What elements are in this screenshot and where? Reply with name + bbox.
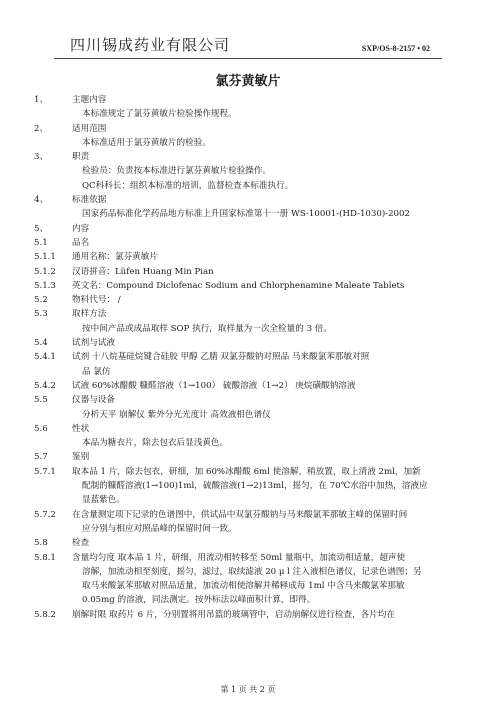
section-number: 5.8 xyxy=(34,538,48,549)
document-line xyxy=(34,608,474,622)
section-text: 仪器与设备 xyxy=(72,395,115,406)
document-line xyxy=(34,379,474,393)
section-number: 5.3 xyxy=(34,309,48,320)
document-line xyxy=(34,393,474,407)
document-line xyxy=(34,551,474,565)
document-line xyxy=(34,422,474,436)
section-text: 试剂 十八烷基硅烷键合硅胶 甲醇 乙腈 双氯芬酸钠对照品 马来酸氯苯那敏对照 xyxy=(72,352,370,363)
section-text: 含量均匀度 取本品 1 片，研细，用流动相转移至 50ml 量瓶中，加流动相适量，超声使 xyxy=(72,552,406,563)
document-body xyxy=(34,93,474,622)
section-number: 5.7.1 xyxy=(34,466,56,477)
document-line xyxy=(34,565,474,579)
section-text: 本品为糖衣片，除去包衣后显浅黄色。 xyxy=(82,438,229,449)
document-line xyxy=(34,336,474,350)
document-line xyxy=(34,193,474,207)
section-text: 试剂与试液 xyxy=(72,338,115,349)
section-number: 5.6 xyxy=(34,423,48,434)
document-line xyxy=(34,350,474,364)
section-number: 2、 xyxy=(34,123,49,134)
section-number: 5.8.2 xyxy=(34,609,56,620)
section-number: 5.1.2 xyxy=(34,266,56,277)
section-number: 5.5 xyxy=(34,395,48,406)
section-number: 5.4.2 xyxy=(34,380,56,391)
document-line xyxy=(34,136,474,150)
document-line xyxy=(34,593,474,607)
document-line xyxy=(34,479,474,493)
document-line xyxy=(34,536,474,550)
document-line xyxy=(34,508,474,522)
company-name: 四川锡成药业有限公司 xyxy=(70,36,231,54)
document-line xyxy=(34,322,474,336)
section-text: 内容 xyxy=(72,223,90,234)
section-text: 性状 xyxy=(72,423,90,434)
section-text: 分析天平 崩解仪 紫外分光光度计 高效液相色谱仪 xyxy=(82,409,271,420)
document-line xyxy=(34,408,474,422)
section-text: 在含量测定项下记录的色谱图中，供试品中双氯芬酸钠与马来酸氯苯那敏主峰的保留时间 xyxy=(72,509,408,520)
document-line xyxy=(34,236,474,250)
section-text: 取本品 1 片，除去包衣，研细，加 60%冰醋酸 6ml 使溶解，稍放置，取上清液 2ml，加新 xyxy=(72,466,421,477)
section-text: 标准依据 xyxy=(72,195,107,206)
document-line xyxy=(34,436,474,450)
document-line xyxy=(34,222,474,236)
page-footer: 第 1 页 共 2 页 xyxy=(220,685,276,694)
section-number: 5.7.2 xyxy=(34,509,56,520)
document-title: 氯芬黄敏片 xyxy=(215,74,281,89)
document-line xyxy=(34,293,474,307)
section-number: 3、 xyxy=(34,152,49,163)
document-line xyxy=(34,107,474,121)
section-text: 鉴别 xyxy=(72,452,90,463)
section-number: 5.7 xyxy=(34,452,48,463)
section-number: 5.1 xyxy=(34,237,48,248)
document-line xyxy=(34,522,474,536)
document-line xyxy=(34,307,474,321)
section-text: 国家药品标准化学药品地方标准上升国家标准第十一册 WS-10001-(HD-1030)-2002 xyxy=(82,209,410,220)
document-line xyxy=(34,450,474,464)
section-number: 5.1.3 xyxy=(34,280,56,291)
section-number: 5.4.1 xyxy=(34,352,56,363)
document-line xyxy=(34,279,474,293)
section-number: 4、 xyxy=(34,195,49,206)
document-line xyxy=(34,179,474,193)
section-number: 5.2 xyxy=(34,295,48,306)
section-text: 本标准规定了氯芬黄敏片检验操作规程。 xyxy=(82,109,237,120)
document-line xyxy=(34,265,474,279)
section-text: 英文名：Compound Diclofenac Sodium and Chlorphenamine Maleate Tablets xyxy=(72,280,405,291)
section-text: 主题内容 xyxy=(72,95,107,105)
section-text: 崩解时限 取药片 6 片，分别置将用吊篮的玻璃管中，启动崩解仪进行检查，各片均在 xyxy=(72,609,396,620)
section-text: 取马来酸氯苯那敏对照品适量，加流动相使溶解并稀释成每 1ml 中含马来酸氯苯那敏 xyxy=(82,581,405,592)
section-number: 5.8.1 xyxy=(34,552,56,563)
section-text: 显蓝紫色。 xyxy=(82,495,125,506)
document-line xyxy=(34,150,474,164)
section-text: QC科科长：组织本标准的培训，监督检查本标准执行。 xyxy=(82,180,294,191)
section-text: 按中间产品或成品取样 SOP 执行，取样量为一次全检量的 3 倍。 xyxy=(82,323,332,334)
section-text: 物料代号： / xyxy=(72,295,121,306)
section-number: 5.1.1 xyxy=(34,252,56,263)
section-number: 5.4 xyxy=(34,338,48,349)
document-line xyxy=(34,250,474,264)
section-text: 配制的糠醛溶液(1→100)1ml，硫酸溶液(1→2)13ml，摇匀，在 70℃水浴中加热，溶液应 xyxy=(82,481,428,492)
document-line xyxy=(34,493,474,507)
header-divider xyxy=(54,58,442,59)
section-text: 适用范围 xyxy=(72,123,107,134)
section-text: 溶解，加流动相至刻度，摇匀，滤过，取续滤液 20 μ l 注入液相色谱仪，记录色谱图；另 xyxy=(82,566,422,577)
document-number: SXP/OS-8-2157 • 02 xyxy=(361,44,430,53)
section-text: 0.05mg 的溶液，同法测定。按外标法以峰面积计算，即得。 xyxy=(82,595,316,606)
section-text: 本标准适用于氯芬黄敏片的检验。 xyxy=(82,137,211,148)
document-line xyxy=(34,122,474,136)
section-text: 汉语拼音：Lüfen Huang Min Pian xyxy=(72,266,214,277)
document-line xyxy=(34,164,474,178)
section-text: 取样方法 xyxy=(72,309,107,320)
document-line xyxy=(34,207,474,221)
section-number: 5、 xyxy=(34,223,49,234)
section-text: 品名 xyxy=(72,237,90,248)
document-line xyxy=(34,465,474,479)
document-line xyxy=(34,579,474,593)
section-text: 检查 xyxy=(72,538,90,549)
section-text: 试液 60%冰醋酸 糠醛溶液（1→100） 硫酸溶液（1→2） 庚烷磺酸钠溶液 xyxy=(72,380,356,391)
section-text: 品 氯仿 xyxy=(82,366,111,377)
document-line xyxy=(34,365,474,379)
section-text: 职责 xyxy=(72,152,90,163)
section-number: 1、 xyxy=(34,95,49,105)
section-text: 通用名称：氯芬黄敏片 xyxy=(72,252,158,263)
section-text: 应分别与相应对照品峰的保留时间一致。 xyxy=(82,523,237,534)
document-line xyxy=(34,93,474,107)
section-text: 检验员：负责按本标准进行氯芬黄敏片检验操作。 xyxy=(82,166,272,177)
